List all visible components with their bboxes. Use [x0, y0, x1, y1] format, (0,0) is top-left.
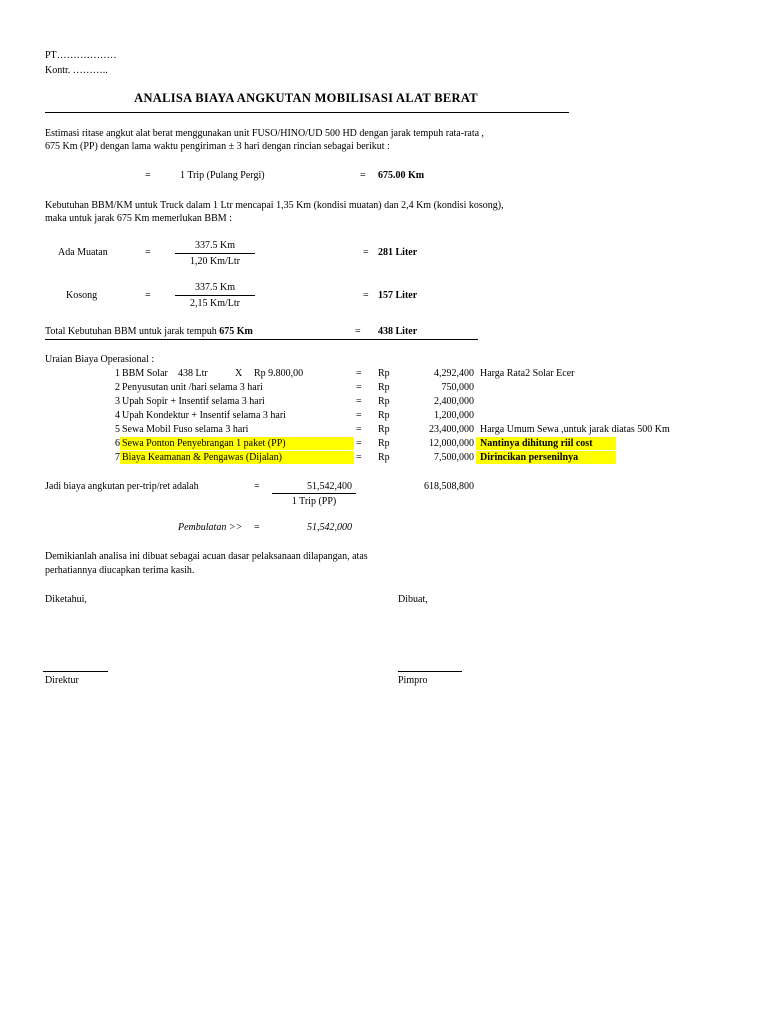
- cost-item-desc: BBM Solar: [122, 368, 168, 379]
- signature-prepared-label: Dibuat,: [398, 594, 428, 605]
- cost-item-equals: =: [356, 382, 362, 393]
- company-placeholder: PT………………: [45, 50, 117, 61]
- page-title: ANALISA BIAYA ANGKUTAN MOBILISASI ALAT BERAT: [134, 91, 478, 105]
- cost-item-desc: Biaya Keamanan & Pengawas (Dijalan): [122, 452, 282, 463]
- cost-item-no: 3: [115, 396, 120, 407]
- cost-item-currency: Rp: [378, 424, 390, 435]
- cost-item-no: 6: [115, 438, 120, 449]
- per-trip-numerator: 51,542,400: [307, 481, 352, 492]
- cost-item-currency: Rp: [378, 396, 390, 407]
- cost-item-equals: =: [356, 368, 362, 379]
- uraian-heading: Uraian Biaya Operasional :: [45, 354, 155, 365]
- cost-item-amount: 12,000,000: [429, 438, 474, 449]
- cost-item-note: Harga Rata2 Solar Ecer: [480, 368, 575, 379]
- cost-item-currency: Rp: [378, 382, 390, 393]
- cost-item-desc: Sewa Mobil Fuso selama 3 hari: [122, 424, 249, 435]
- cost-item-no: 2: [115, 382, 120, 393]
- kosong-equals: =: [145, 290, 151, 301]
- director-role: Direktur: [45, 675, 79, 686]
- per-trip-fraction-bar: [272, 493, 356, 494]
- signature-line-director: [43, 671, 108, 672]
- per-trip-label: Jadi biaya angkutan per-trip/ret adalah: [45, 481, 199, 492]
- kosong-result: 157 Liter: [378, 290, 418, 301]
- cost-item-amount: 7,500,000: [434, 452, 474, 463]
- bbm-intro-line-1: Kebutuhan BBM/KM untuk Truck dalam 1 Ltr mencapai 1,35 Km (kondisi muatan) dan 2,4 Km (kondisi kosong),: [45, 200, 504, 211]
- cost-item-equals: =: [356, 452, 362, 463]
- kosong-equals-2: =: [363, 290, 369, 301]
- pimpro-role: Pimpro: [398, 675, 428, 686]
- cost-item-no: 1: [115, 368, 120, 379]
- per-trip-denominator: 1 Trip (PP): [291, 496, 337, 507]
- ada-muatan-fraction-bar: [175, 253, 255, 254]
- cost-item-desc: Upah Kondektur + Insentif selama 3 hari: [122, 410, 286, 421]
- cost-item-desc: Penyusutan unit /hari selama 3 hari: [122, 382, 263, 393]
- intro-line-1: Estimasi ritase angkut alat berat menggunakan unit FUSO/HINO/UD 500 HD dengan jarak tempuh rata-rata ,: [45, 128, 485, 139]
- total-bbm-equals: =: [355, 326, 361, 337]
- cost-item-equals: =: [356, 396, 362, 407]
- rounding-label: Pembulatan >>: [178, 522, 243, 533]
- cost-item-equals: =: [356, 410, 362, 421]
- cost-item-amount: 1,200,000: [434, 410, 474, 421]
- cost-item-multiply: X: [235, 368, 243, 379]
- closing-line-1: Demikianlah analisa ini dibuat sebagai acuan dasar pelaksanaan dilapangan, atas: [45, 551, 368, 562]
- rounding-equals: =: [254, 522, 260, 533]
- total-bbm-underline: [45, 339, 478, 340]
- cost-item-note: Nantinya dihitung riil cost: [480, 438, 593, 449]
- cost-item-desc: Sewa Ponton Penyebrangan 1 paket (PP): [122, 438, 286, 449]
- ada-muatan-result: 281 Liter: [378, 247, 418, 258]
- signature-line-pimpro: [398, 671, 462, 672]
- cost-item-desc: Upah Sopir + Insentif selama 3 hari: [122, 396, 265, 407]
- cost-item-no: 4: [115, 410, 120, 421]
- contract-placeholder: Kontr. ………..: [45, 65, 108, 76]
- title-underline: [45, 112, 569, 113]
- cost-item-currency: Rp: [378, 410, 390, 421]
- ada-muatan-numerator: 337.5 Km: [195, 240, 235, 251]
- trip-equals-2: =: [360, 170, 366, 181]
- ada-muatan-denominator: 1,20 Km/Ltr: [190, 256, 240, 267]
- cost-item-currency: Rp: [378, 452, 390, 463]
- cost-item-amount: 23,400,000: [429, 424, 474, 435]
- kosong-denominator: 2,15 Km/Ltr: [190, 298, 240, 309]
- cost-item-no: 5: [115, 424, 120, 435]
- cost-item-unit-price: Rp 9.800,00: [254, 368, 304, 379]
- cost-item-amount: 4,292,400: [434, 368, 474, 379]
- bbm-intro-line-2: maka untuk jarak 675 Km memerlukan BBM :: [45, 213, 232, 224]
- cost-item-note: Dirincikan persenilnya: [480, 452, 579, 463]
- per-trip-total: 618,508,800: [424, 481, 474, 492]
- kosong-fraction-bar: [175, 295, 255, 296]
- closing-line-2: perhatiannya diucapkan terima kasih.: [45, 565, 195, 576]
- signature-acknowledged-label: Diketahui,: [45, 594, 87, 605]
- cost-item-note: Harga Umum Sewa ,untuk jarak diatas 500 Km: [480, 424, 670, 435]
- total-bbm-value: 438 Liter: [378, 326, 418, 337]
- rounding-value: 51,542,000: [307, 522, 352, 533]
- cost-item-equals: =: [356, 424, 362, 435]
- ada-muatan-label: Ada Muatan: [58, 247, 108, 258]
- kosong-label: Kosong: [66, 290, 98, 301]
- cost-item-equals: =: [356, 438, 362, 449]
- cost-item-no: 7: [115, 452, 120, 463]
- total-bbm-km: 675 Km: [219, 326, 253, 337]
- kosong-numerator: 337.5 Km: [195, 282, 235, 293]
- trip-label: 1 Trip (Pulang Pergi): [180, 170, 265, 181]
- trip-equals: =: [145, 170, 151, 181]
- total-bbm-label: Total Kebutuhan BBM untuk jarak tempuh 675 Km: [45, 326, 253, 337]
- cost-item-currency: Rp: [378, 438, 390, 449]
- cost-item-liters: 438 Ltr: [178, 368, 208, 379]
- cost-item-amount: 750,000: [441, 382, 474, 393]
- trip-value: 675.00 Km: [378, 170, 425, 181]
- ada-muatan-equals: =: [145, 247, 151, 258]
- ada-muatan-equals-2: =: [363, 247, 369, 258]
- cost-item-amount: 2,400,000: [434, 396, 474, 407]
- per-trip-equals: =: [254, 481, 260, 492]
- cost-item-currency: Rp: [378, 368, 390, 379]
- intro-line-2: 675 Km (PP) dengan lama waktu pengiriman ± 3 hari dengan rincian sebagai berikut :: [45, 141, 390, 152]
